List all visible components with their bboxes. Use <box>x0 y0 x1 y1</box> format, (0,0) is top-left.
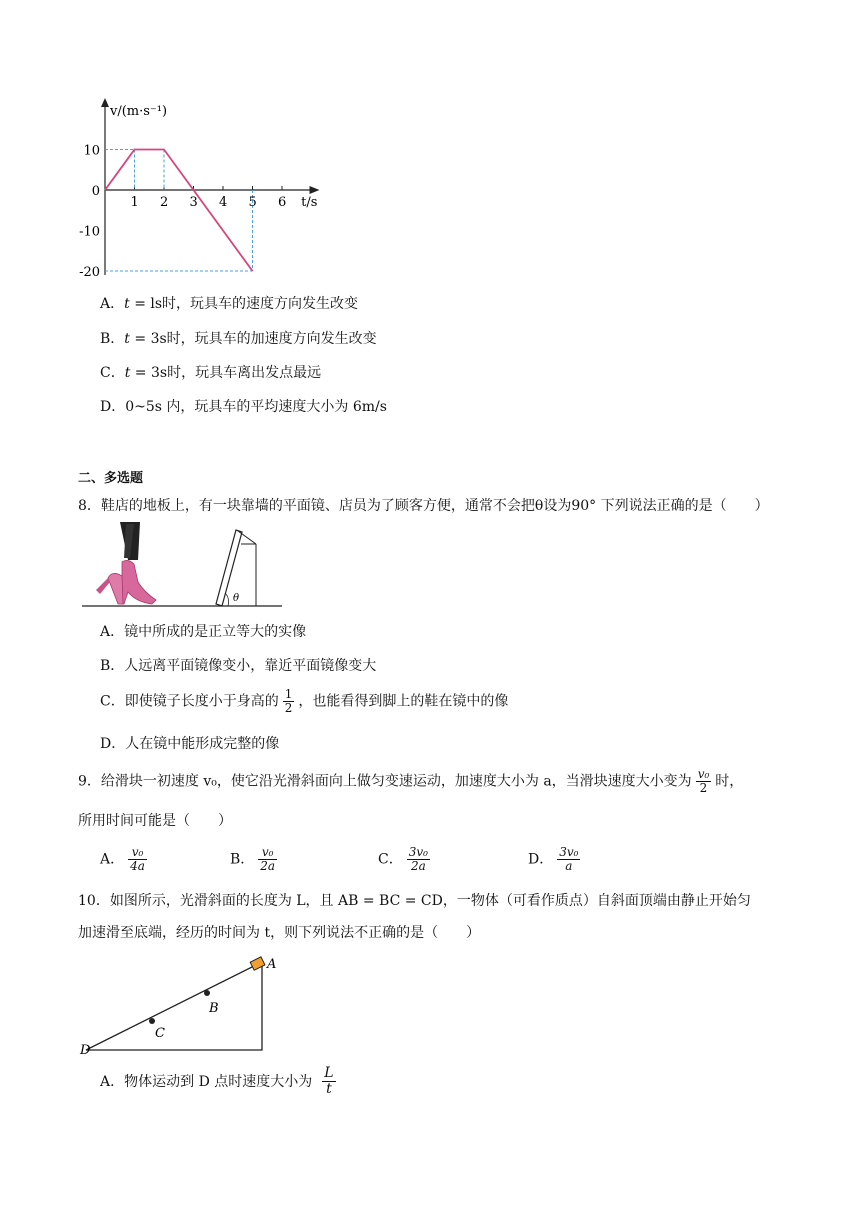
option-text: 物体运动到 D 点时速度大小为 <box>124 1073 313 1090</box>
q8-option-c[interactable] <box>100 688 508 715</box>
fraction-denominator: 2 <box>699 781 708 796</box>
option-letter: D． <box>100 399 126 415</box>
y-axis-arrow <box>101 98 109 107</box>
velocity-series-line <box>105 150 253 272</box>
q9-stem-line1 <box>78 768 743 795</box>
fraction-denominator: 2 <box>284 701 293 716</box>
y-tick-label: 0 <box>91 184 100 199</box>
stem-text: 时， <box>715 773 744 790</box>
option-text: ，也能看得到脚上的鞋在镜中的像 <box>298 693 509 710</box>
q8-stem: 8．鞋店的地板上，有一块靠墙的平面镜、店员为了顾客方便，通常不会把θ设为90° 下列说法正确的是（ ） <box>78 498 769 514</box>
option-letter: A． <box>100 1073 125 1090</box>
option-text: 镜中所成的是正立等大的实像 <box>124 624 307 640</box>
option-letter: C． <box>378 851 403 868</box>
fraction-denominator: 2a <box>260 859 276 874</box>
q8-option-d[interactable] <box>100 733 279 753</box>
q9-stem-line2: 所用时间可能是（ ） <box>78 813 232 829</box>
q9-option-b[interactable] <box>230 846 281 873</box>
option-var: t <box>124 296 130 312</box>
x-axis-arrow <box>310 186 320 194</box>
q10-stem-line2: 加速滑至底端，经历的时间为 t，则下列说法不正确的是（ ） <box>78 925 481 941</box>
option-text: = ls时，玩具车的速度方向发生改变 <box>129 296 359 312</box>
y-tick-label: -20 <box>79 265 100 280</box>
fraction-numerator: v₀ <box>697 767 710 781</box>
fraction <box>322 1066 335 1098</box>
fraction <box>283 688 295 715</box>
fraction-denominator: t <box>326 1081 332 1098</box>
fraction-numerator: v₀ <box>128 846 147 860</box>
fraction <box>258 846 277 873</box>
option-text: 即使镜子长度小于身高的 <box>124 693 279 710</box>
y-tick-label: -10 <box>79 224 100 240</box>
option-letter: B． <box>100 658 125 674</box>
option-text: 人远离平面镜像变小，靠近平面镜像变大 <box>124 658 377 674</box>
option-letter: B． <box>230 851 255 868</box>
mirror-shoe-figure <box>78 520 288 612</box>
option-text: = 3s时，玩具车的加速度方向发生改变 <box>129 331 377 347</box>
point-d-label: D <box>80 1043 91 1058</box>
x-tick-label: 1 <box>130 195 139 210</box>
x-tick-label: 6 <box>278 195 287 210</box>
theta-label: θ <box>233 593 240 604</box>
fraction-denominator: a <box>565 859 573 874</box>
fraction-denominator: 2a <box>410 859 426 874</box>
x-tick-label: 4 <box>219 195 228 210</box>
point-b-label: B <box>209 1001 219 1016</box>
y-axis-label: v/(m·s⁻¹) <box>110 104 168 119</box>
q7-option-c[interactable] <box>100 362 321 382</box>
section-heading: 二、多选题 <box>78 471 144 486</box>
incline-figure <box>78 950 288 1060</box>
fraction-numerator: 3v₀ <box>559 845 579 859</box>
option-letter: D． <box>528 851 554 868</box>
q9-option-a[interactable] <box>100 846 151 873</box>
fraction <box>407 846 430 873</box>
option-letter: A． <box>100 624 125 640</box>
q8-option-a[interactable] <box>100 621 306 641</box>
q7-option-d[interactable] <box>100 396 387 416</box>
fraction-denominator: 4a <box>130 859 145 874</box>
option-letter: A． <box>100 851 125 868</box>
x-tick-label: 3 <box>189 195 198 210</box>
option-letter: D． <box>100 736 126 752</box>
y-tick-label: 10 <box>83 143 100 159</box>
point-a-label: A <box>267 957 277 972</box>
stem-text: 9．给滑块一初速度 v₀，使它沿光滑斜面向上做匀变速运动，加速度大小为 a，当滑块速度大小变为 <box>78 773 692 790</box>
fraction-numerator: 1 <box>284 687 293 701</box>
fraction <box>128 846 147 873</box>
option-text: 0~5s 内，玩具车的平均速度大小为 6m/s <box>125 399 387 415</box>
option-letter: A． <box>100 296 125 312</box>
x-axis-label: t/s <box>301 195 318 210</box>
option-var: t <box>124 331 130 347</box>
velocity-time-graph <box>78 95 328 290</box>
point-c-label: C <box>155 1026 165 1041</box>
option-letter: C． <box>100 693 125 710</box>
option-letter: C． <box>100 365 125 381</box>
q10-option-a[interactable] <box>100 1066 340 1098</box>
x-tick-label: 5 <box>248 195 257 210</box>
q7-option-a[interactable] <box>100 293 358 313</box>
option-text: = 3s时，玩具车离出发点最远 <box>130 365 322 381</box>
option-text: 人在镜中能形成完整的像 <box>125 736 280 752</box>
x-tick-label: 2 <box>160 195 169 210</box>
q8-option-b[interactable] <box>100 655 376 675</box>
q10-stem-line1: 10．如图所示，光滑斜面的长度为 L，且 AB = BC = CD，一物体（可看作质点）自斜面顶端由静止开始匀 <box>78 893 751 909</box>
fraction-numerator: v₀ <box>258 846 277 860</box>
fraction <box>696 768 712 795</box>
q7-option-b[interactable] <box>100 328 377 348</box>
option-letter: B． <box>100 331 125 347</box>
q9-option-c[interactable] <box>378 846 434 873</box>
fraction <box>557 846 580 873</box>
option-var: t <box>124 365 131 381</box>
fraction-numerator: 3v₀ <box>408 845 428 859</box>
fraction-numerator: L <box>324 1065 334 1081</box>
q9-option-d[interactable] <box>528 846 584 873</box>
